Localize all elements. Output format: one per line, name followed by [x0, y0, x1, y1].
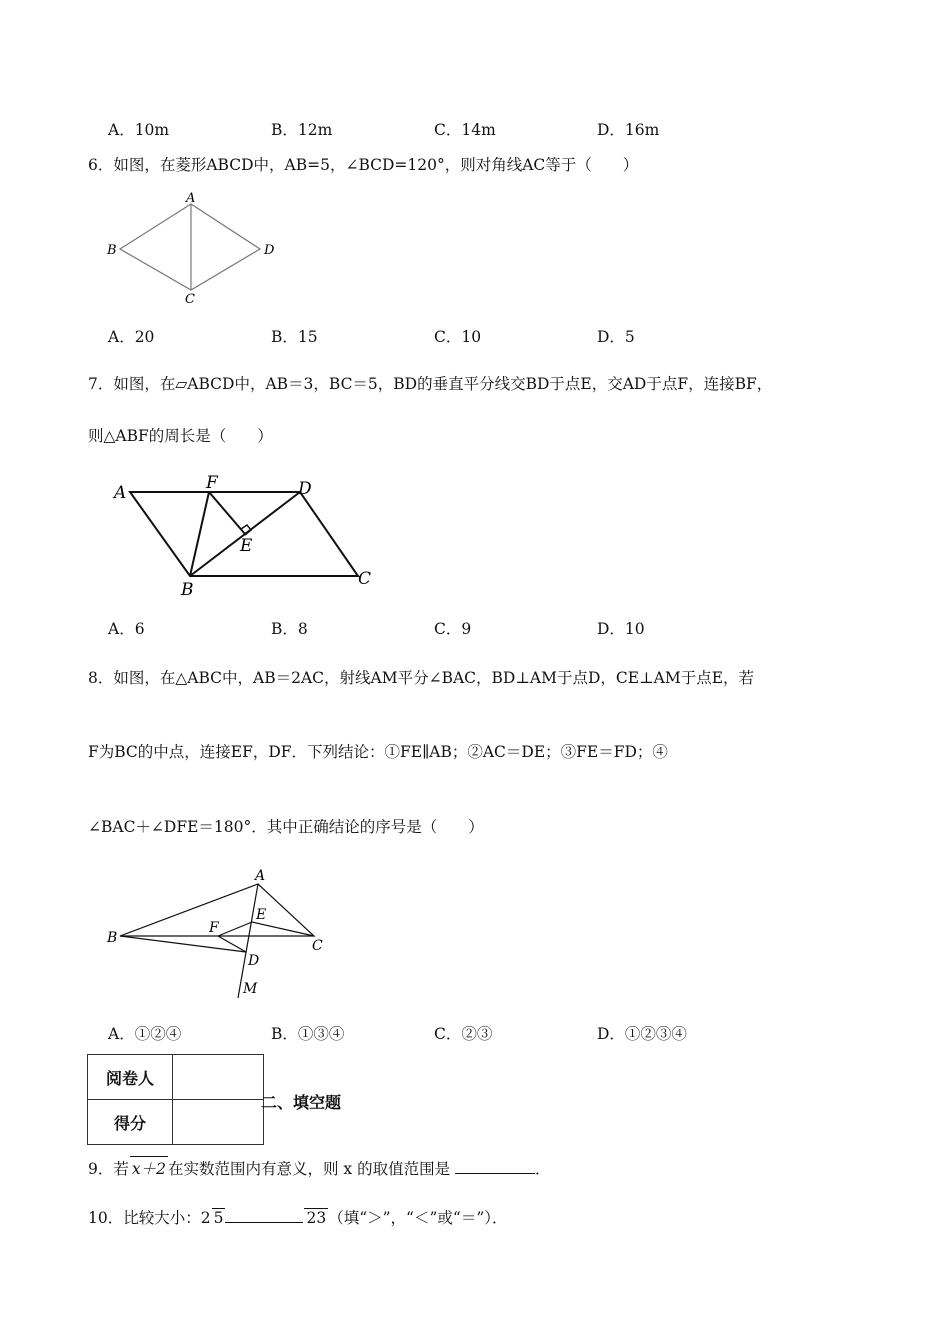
q10-sqrt-5: 5: [213, 1209, 224, 1227]
grader-blank-cell: [173, 1055, 264, 1100]
grader-table: [87, 1054, 264, 1145]
q7-option-b: B．8: [271, 620, 308, 638]
score-blank-cell: [173, 1100, 264, 1145]
q6-stem: 6．如图，在菱形ABCD中，AB=5，∠BCD=120°，则对角线AC等于（ ）: [88, 156, 639, 174]
label-c: C: [358, 569, 372, 589]
q8-triangle-figure: [100, 862, 340, 1002]
q5-option-d: D．16m: [597, 121, 660, 139]
label-b: B: [107, 243, 117, 258]
label-f: F: [206, 473, 218, 493]
q8-option-a: A．①②④: [108, 1025, 182, 1043]
segment-fd: [218, 936, 246, 952]
label-a: A: [114, 483, 127, 503]
q5-option-b: B．12m: [271, 121, 333, 139]
grader-label: 阅卷人: [88, 1055, 173, 1100]
label-m: M: [243, 981, 258, 997]
q9-sqrt-radicand: x＋2: [130, 1156, 168, 1179]
label-e: E: [256, 907, 267, 923]
q8-stem-line2: F为BC的中点，连接EF，DF．下列结论：①FE∥AB；②AC＝DE；③FE＝FD；④: [88, 743, 668, 761]
score-label: 得分: [88, 1100, 173, 1145]
q9-suffix: 在实数范围内有意义，则 x 的取值范围是: [167, 1160, 451, 1178]
q6-option-b: B．15: [271, 328, 318, 346]
q10-sqrt-23: 23: [306, 1209, 327, 1227]
q8-stem-line1: 8．如图，在△ABC中，AB＝2AC，射线AM平分∠BAC，BD⊥AM于点D，CE⊥AM于点E，若: [88, 669, 755, 687]
q10-answer-blank[interactable]: [225, 1222, 303, 1223]
q8-option-d: D．①②③④: [597, 1025, 687, 1043]
segment-bd: [120, 936, 246, 952]
q7-parallelogram-figure: [110, 470, 380, 600]
q7-option-a: A．6: [108, 620, 145, 638]
q8-stem-line3: ∠BAC＋∠DFE＝180°．其中正确结论的序号是（ ）: [88, 818, 484, 836]
q6-rhombus-figure: [100, 188, 290, 310]
q8-option-b: B．①③④: [271, 1025, 345, 1043]
segment-fe: [218, 922, 252, 936]
label-f: F: [209, 920, 219, 936]
q7-option-c: C．9: [434, 620, 472, 638]
label-d: D: [298, 479, 312, 499]
q9-answer-blank[interactable]: [455, 1173, 535, 1174]
q9-stem: [88, 1156, 551, 1179]
label-c: C: [185, 292, 195, 307]
section-title: 二、填空题: [261, 1093, 342, 1112]
label-b: B: [107, 930, 118, 946]
q9-prefix: 9．若: [88, 1160, 129, 1178]
q5-option-c: C．14m: [434, 121, 496, 139]
q8-option-c: C．②③: [434, 1025, 493, 1043]
label-a: A: [186, 191, 196, 206]
label-d: D: [248, 953, 260, 969]
q6-option-c: C．10: [434, 328, 482, 346]
label-a: A: [255, 868, 266, 884]
q10-suffix: （填“＞”，“＜”或“＝”）．: [328, 1209, 508, 1227]
q6-option-d: D．5: [597, 328, 635, 346]
q6-option-a: A．20: [108, 328, 155, 346]
rhombus-outline: [120, 204, 260, 290]
q9-end: ．: [535, 1160, 551, 1178]
label-d: D: [264, 243, 275, 258]
q7-option-d: D．10: [597, 620, 645, 638]
segment-fe: [209, 492, 245, 534]
q7-stem-line2: 则△ABF的周长是（ ）: [88, 427, 273, 445]
q5-option-a: A．10m: [108, 121, 170, 139]
q10-stem: [88, 1206, 508, 1228]
label-c: C: [312, 938, 323, 954]
q10-prefix: 10．比较大小：2: [88, 1209, 211, 1227]
label-e: E: [240, 536, 253, 556]
q7-stem-line1: 7．如图，在▱ABCD中，AB＝3，BC＝5，BD的垂直平分线交BD于点E，交AD于点F，连接BF，: [88, 375, 773, 393]
segment-ce: [252, 922, 314, 936]
label-b: B: [181, 580, 194, 600]
